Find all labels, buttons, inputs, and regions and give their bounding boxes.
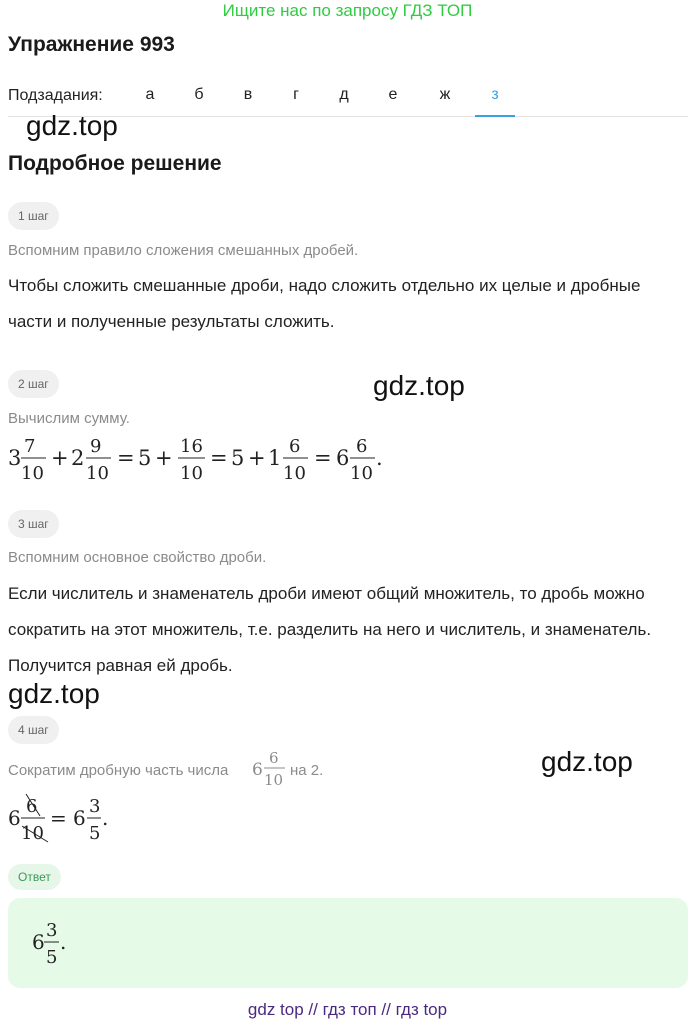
svg-text:9: 9 [90,436,102,457]
svg-text:=: = [314,446,332,470]
tab-d[interactable]: д [339,86,349,103]
svg-text:+: + [51,446,69,470]
step-1-badge: 1 шаг [8,202,59,230]
svg-text:6: 6 [356,436,368,457]
tab-z[interactable]: з [475,86,515,117]
watermark: gdz.top [8,678,100,709]
step-3-hint: Вспомним основное свойство дроби. [8,549,267,566]
step-4-hint-suffix: на 2. [290,762,324,779]
svg-text:3: 3 [8,446,22,470]
tab-b[interactable]: б [194,86,204,103]
svg-text:7: 7 [24,436,36,457]
reduction-equation [0,786,160,848]
svg-text:2: 2 [71,446,85,470]
svg-text:6: 6 [32,930,45,954]
step-3-badge: 3 шаг [8,510,59,538]
svg-text:5: 5 [231,446,245,470]
search-banner[interactable]: Ищите нас по запросу ГДЗ ТОП [222,1,473,20]
svg-text:16: 16 [180,436,203,457]
svg-text:6: 6 [26,796,38,817]
tab-v[interactable]: в [243,86,253,103]
tab-zh[interactable]: ж [439,86,451,103]
step-4-badge: 4 шаг [8,716,59,744]
step-1-hint: Вспомним правило сложения смешанных дробей. [8,242,359,259]
tab-g[interactable]: г [293,86,299,103]
svg-text:10: 10 [21,463,44,484]
svg-text:=: = [50,806,67,830]
svg-text:3: 3 [46,920,58,941]
watermark: gdz.top [541,746,633,777]
svg-text:10: 10 [283,463,306,484]
svg-text:+: + [248,446,266,470]
footer-links[interactable]: gdz top // гдз топ // гдз top [247,1000,448,1019]
svg-text:1: 1 [268,446,282,470]
svg-text:6: 6 [336,446,350,470]
sum-equation [0,428,400,488]
svg-text:10: 10 [350,463,373,484]
svg-text:10: 10 [86,463,109,484]
step-1-text: Чтобы сложить смешанные дроби, надо сложить отдельно их целые и дробные части и полученные результаты сложить. [8,276,641,331]
answer-value [30,912,90,974]
solution-title: Подробное решение [8,152,222,175]
svg-text:10: 10 [21,823,44,844]
subtasks-label: Подзадания: [8,87,103,104]
svg-text:6: 6 [289,436,301,457]
page-title: Упражнение 993 [8,33,175,56]
svg-text:.: . [376,446,383,470]
svg-text:10: 10 [180,463,203,484]
svg-text:6: 6 [252,760,263,780]
tab-e[interactable]: е [388,86,398,103]
answer-badge: Ответ [8,864,61,890]
step-2-badge: 2 шаг [8,370,59,398]
svg-text:10: 10 [264,771,284,789]
step-3-text: Если числитель и знаменатель дроби имеют общий множитель, то дробь можно сократить на этот множитель, т.е. разделить на него и числитель, и знаменатель. Получится равная ей дробь. [8,584,652,675]
tab-a[interactable]: а [145,86,155,103]
svg-text:5: 5 [89,823,101,844]
step-2-hint: Вычислим сумму. [8,410,130,427]
watermark: gdz.top [373,370,465,401]
svg-text:.: . [102,806,109,830]
step-4-hint: Сократим дробную часть числа [8,762,229,779]
svg-text:5: 5 [138,446,152,470]
svg-text:6: 6 [73,806,86,830]
svg-text:.: . [60,930,67,954]
svg-text:5: 5 [46,947,58,968]
svg-text:6: 6 [8,806,21,830]
svg-text:=: = [117,446,135,470]
svg-text:6: 6 [269,749,279,767]
answer-box [8,898,688,988]
svg-text:=: = [210,446,228,470]
svg-text:3: 3 [89,796,101,817]
svg-text:+: + [155,446,173,470]
fraction-6-6-10 [250,744,290,794]
watermark: gdz.top [26,110,118,141]
